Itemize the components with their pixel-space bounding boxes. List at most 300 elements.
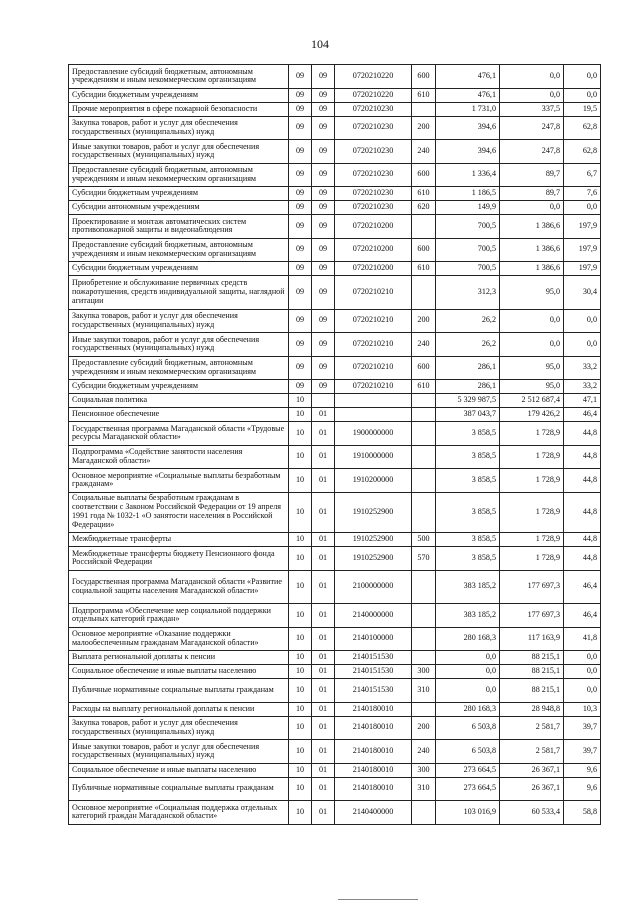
row-expense-type: 610 — [412, 187, 436, 201]
row-execution-percent: 0,0 — [564, 88, 601, 102]
row-approved-amount: 280 168,3 — [436, 702, 500, 716]
row-execution-percent: 44,8 — [564, 533, 601, 547]
table-row — [69, 116, 601, 140]
row-section: 10 — [289, 627, 312, 651]
row-approved-amount: 149,9 — [436, 201, 500, 215]
row-expense-type — [412, 422, 436, 446]
row-executed-amount: 1 728,9 — [500, 547, 564, 571]
row-target-article: 1910000000 — [335, 445, 412, 469]
row-approved-amount: 286,1 — [436, 380, 500, 394]
table-row — [69, 215, 601, 239]
row-target-article: 0720210230 — [335, 187, 412, 201]
row-subsection: 01 — [312, 422, 335, 446]
row-section: 10 — [289, 408, 312, 422]
row-executed-amount: 95,0 — [500, 356, 564, 380]
row-execution-percent: 0,0 — [564, 65, 601, 89]
budget-table-body — [69, 65, 601, 825]
row-section: 10 — [289, 702, 312, 716]
row-target-article: 2140180010 — [335, 777, 412, 801]
row-executed-amount: 95,0 — [500, 276, 564, 310]
row-expense-type: 240 — [412, 140, 436, 164]
row-section: 10 — [289, 422, 312, 446]
row-executed-amount: 88 215,1 — [500, 679, 564, 703]
row-target-article: 2140151530 — [335, 679, 412, 703]
table-row — [69, 604, 601, 628]
row-executed-amount: 2 512 687,4 — [500, 394, 564, 408]
row-subsection: 09 — [312, 116, 335, 140]
row-subsection: 01 — [312, 492, 335, 533]
row-expense-type — [412, 801, 436, 825]
row-section: 10 — [289, 492, 312, 533]
row-section: 10 — [289, 469, 312, 493]
row-expense-type: 600 — [412, 356, 436, 380]
row-name: Закупка товаров, работ и услуг для обеспечения государственных (муниципальных) нужд — [69, 116, 289, 140]
row-section: 09 — [289, 215, 312, 239]
row-execution-percent: 62,8 — [564, 116, 601, 140]
table-row — [69, 763, 601, 777]
row-subsection: 01 — [312, 740, 335, 764]
row-name: Государственная программа Магаданской области «Развитие социальной защиты населения Магаданской области» — [69, 570, 289, 604]
table-row — [69, 716, 601, 740]
row-subsection: 01 — [312, 469, 335, 493]
row-execution-percent: 6,7 — [564, 163, 601, 187]
row-name: Приобретение и обслуживание первичных средств пожаротушения, средств индивидуальной защиты, наглядной агитации — [69, 276, 289, 310]
row-section: 10 — [289, 801, 312, 825]
row-expense-type: 600 — [412, 65, 436, 89]
row-approved-amount: 3 858,5 — [436, 422, 500, 446]
row-target-article: 0720210210 — [335, 309, 412, 333]
row-approved-amount: 3 858,5 — [436, 445, 500, 469]
row-approved-amount: 273 664,5 — [436, 763, 500, 777]
row-executed-amount: 247,8 — [500, 140, 564, 164]
row-executed-amount: 1 386,6 — [500, 215, 564, 239]
row-subsection: 01 — [312, 445, 335, 469]
row-approved-amount: 1 186,5 — [436, 187, 500, 201]
table-row — [69, 140, 601, 164]
row-subsection: 01 — [312, 570, 335, 604]
row-target-article: 1900000000 — [335, 422, 412, 446]
row-name: Социальное обеспечение и иные выплаты населению — [69, 763, 289, 777]
row-name: Публичные нормативные социальные выплаты гражданам — [69, 777, 289, 801]
row-expense-type — [412, 408, 436, 422]
row-expense-type — [412, 702, 436, 716]
row-expense-type: 610 — [412, 88, 436, 102]
row-executed-amount: 117 163,9 — [500, 627, 564, 651]
row-expense-type: 610 — [412, 262, 436, 276]
row-approved-amount: 1 336,4 — [436, 163, 500, 187]
row-execution-percent: 0,0 — [564, 679, 601, 703]
row-execution-percent: 62,8 — [564, 140, 601, 164]
row-target-article: 2140000000 — [335, 604, 412, 628]
row-execution-percent: 0,0 — [564, 333, 601, 357]
row-subsection: 01 — [312, 801, 335, 825]
row-target-article: 0720210210 — [335, 380, 412, 394]
row-approved-amount: 3 858,5 — [436, 533, 500, 547]
row-approved-amount: 312,3 — [436, 276, 500, 310]
row-section: 09 — [289, 201, 312, 215]
row-executed-amount: 0,0 — [500, 201, 564, 215]
row-section: 09 — [289, 163, 312, 187]
row-expense-type — [412, 445, 436, 469]
row-execution-percent: 10,3 — [564, 702, 601, 716]
row-name: Субсидии бюджетным учреждениям — [69, 187, 289, 201]
row-approved-amount: 394,6 — [436, 116, 500, 140]
row-execution-percent: 39,7 — [564, 740, 601, 764]
table-row — [69, 533, 601, 547]
row-execution-percent: 44,8 — [564, 469, 601, 493]
row-approved-amount: 3 858,5 — [436, 492, 500, 533]
row-approved-amount: 0,0 — [436, 651, 500, 665]
row-name: Иные закупки товаров, работ и услуг для обеспечения государственных (муниципальных) нужд — [69, 140, 289, 164]
row-subsection: 01 — [312, 763, 335, 777]
row-execution-percent: 47,1 — [564, 394, 601, 408]
table-row — [69, 492, 601, 533]
footer-line — [338, 899, 418, 900]
table-row — [69, 309, 601, 333]
row-subsection: 01 — [312, 716, 335, 740]
row-target-article: 2140400000 — [335, 801, 412, 825]
table-row — [69, 238, 601, 262]
table-row — [69, 65, 601, 89]
row-target-article: 2140100000 — [335, 627, 412, 651]
table-row — [69, 262, 601, 276]
row-approved-amount: 0,0 — [436, 665, 500, 679]
row-execution-percent: 197,9 — [564, 215, 601, 239]
row-section: 10 — [289, 533, 312, 547]
table-row — [69, 394, 601, 408]
row-executed-amount: 179 426,2 — [500, 408, 564, 422]
row-section: 10 — [289, 445, 312, 469]
table-row — [69, 102, 601, 116]
row-subsection: 01 — [312, 777, 335, 801]
row-target-article: 0720210210 — [335, 333, 412, 357]
row-name: Предоставление субсидий бюджетным, автономным учреждениям и иным некоммерческим организациям — [69, 356, 289, 380]
row-expense-type — [412, 215, 436, 239]
row-approved-amount: 476,1 — [436, 88, 500, 102]
row-section: 09 — [289, 276, 312, 310]
table-row — [69, 445, 601, 469]
row-expense-type — [412, 469, 436, 493]
row-expense-type — [412, 102, 436, 116]
row-expense-type: 240 — [412, 333, 436, 357]
row-name: Социальное обеспечение и иные выплаты населению — [69, 665, 289, 679]
row-executed-amount: 89,7 — [500, 187, 564, 201]
row-name: Проектирование и монтаж автоматических систем противопожарной защиты и видеонаблюдения — [69, 215, 289, 239]
row-executed-amount: 28 948,8 — [500, 702, 564, 716]
table-row — [69, 627, 601, 651]
row-execution-percent: 44,8 — [564, 445, 601, 469]
row-section: 10 — [289, 679, 312, 703]
row-name: Государственная программа Магаданской области «Трудовые ресурсы Магаданской области» — [69, 422, 289, 446]
row-section: 10 — [289, 604, 312, 628]
row-expense-type: 240 — [412, 740, 436, 764]
row-subsection: 09 — [312, 276, 335, 310]
table-row — [69, 201, 601, 215]
table-row — [69, 163, 601, 187]
row-approved-amount: 383 185,2 — [436, 570, 500, 604]
row-approved-amount: 26,2 — [436, 309, 500, 333]
row-subsection: 09 — [312, 262, 335, 276]
row-executed-amount: 0,0 — [500, 88, 564, 102]
row-name: Расходы на выплату региональной доплаты к пенсии — [69, 702, 289, 716]
row-expense-type: 310 — [412, 777, 436, 801]
row-subsection: 09 — [312, 380, 335, 394]
row-target-article: 2140180010 — [335, 763, 412, 777]
row-subsection: 01 — [312, 665, 335, 679]
row-target-article: 0720210230 — [335, 201, 412, 215]
table-row — [69, 88, 601, 102]
row-executed-amount: 177 697,3 — [500, 604, 564, 628]
row-expense-type — [412, 570, 436, 604]
row-subsection: 09 — [312, 201, 335, 215]
row-section: 09 — [289, 238, 312, 262]
row-expense-type: 300 — [412, 665, 436, 679]
table-row — [69, 547, 601, 571]
table-row — [69, 570, 601, 604]
row-target-article: 1910200000 — [335, 469, 412, 493]
row-execution-percent: 44,8 — [564, 547, 601, 571]
row-approved-amount: 273 664,5 — [436, 777, 500, 801]
row-executed-amount: 1 728,9 — [500, 445, 564, 469]
row-subsection: 09 — [312, 356, 335, 380]
row-subsection: 09 — [312, 102, 335, 116]
row-approved-amount: 0,0 — [436, 679, 500, 703]
row-execution-percent: 46,4 — [564, 604, 601, 628]
row-name: Прочие мероприятия в сфере пожарной безопасности — [69, 102, 289, 116]
row-target-article: 0720210220 — [335, 88, 412, 102]
row-execution-percent: 33,2 — [564, 380, 601, 394]
row-execution-percent: 7,6 — [564, 187, 601, 201]
row-expense-type: 300 — [412, 763, 436, 777]
row-approved-amount: 280 168,3 — [436, 627, 500, 651]
row-section: 09 — [289, 309, 312, 333]
row-name: Иные закупки товаров, работ и услуг для обеспечения государственных (муниципальных) нужд — [69, 740, 289, 764]
row-expense-type: 500 — [412, 533, 436, 547]
table-row — [69, 651, 601, 665]
row-target-article: 0720210230 — [335, 140, 412, 164]
row-expense-type — [412, 276, 436, 310]
row-expense-type: 600 — [412, 163, 436, 187]
row-approved-amount: 6 503,8 — [436, 716, 500, 740]
row-subsection: 09 — [312, 238, 335, 262]
row-subsection: 01 — [312, 651, 335, 665]
row-target-article: 0720210200 — [335, 238, 412, 262]
row-section: 10 — [289, 665, 312, 679]
row-name: Социальная политика — [69, 394, 289, 408]
row-target-article — [335, 408, 412, 422]
row-expense-type: 200 — [412, 116, 436, 140]
row-section: 09 — [289, 187, 312, 201]
row-section: 10 — [289, 394, 312, 408]
row-subsection: 09 — [312, 65, 335, 89]
row-execution-percent: 46,4 — [564, 570, 601, 604]
row-subsection: 01 — [312, 604, 335, 628]
row-target-article: 1910252900 — [335, 533, 412, 547]
row-name: Пенсионное обеспечение — [69, 408, 289, 422]
row-name: Межбюджетные трансферты бюджету Пенсионного фонда Российской Федерации — [69, 547, 289, 571]
row-target-article: 0720210210 — [335, 276, 412, 310]
row-target-article: 0720210220 — [335, 65, 412, 89]
row-name: Основное мероприятие «Социальные выплаты безработным гражданам» — [69, 469, 289, 493]
row-name: Иные закупки товаров, работ и услуг для обеспечения государственных (муниципальных) нужд — [69, 333, 289, 357]
row-name: Субсидии автономным учреждениям — [69, 201, 289, 215]
table-row — [69, 380, 601, 394]
page-number: 104 — [311, 37, 329, 51]
row-executed-amount: 1 386,6 — [500, 262, 564, 276]
row-executed-amount: 88 215,1 — [500, 665, 564, 679]
row-name: Подпрограмма «Обеспечение мер социальной поддержки отдельных категорий граждан» — [69, 604, 289, 628]
row-execution-percent: 46,4 — [564, 408, 601, 422]
row-expense-type — [412, 627, 436, 651]
row-section: 10 — [289, 777, 312, 801]
row-name: Субсидии бюджетным учреждениям — [69, 262, 289, 276]
row-executed-amount: 88 215,1 — [500, 651, 564, 665]
row-name: Основное мероприятие «Оказание поддержки малообеспеченным гражданам Магаданской области» — [69, 627, 289, 651]
row-executed-amount: 247,8 — [500, 116, 564, 140]
row-executed-amount: 0,0 — [500, 309, 564, 333]
table-row — [69, 408, 601, 422]
row-subsection: 01 — [312, 533, 335, 547]
row-name: Социальные выплаты безработным гражданам в соответствии с Законом Российской Федерации от 19 апреля 1991 года № 1032-1 «О занятости населения в Российской Федерации» — [69, 492, 289, 533]
row-expense-type — [412, 394, 436, 408]
row-executed-amount: 2 581,7 — [500, 716, 564, 740]
row-name: Межбюджетные трансферты — [69, 533, 289, 547]
row-approved-amount: 394,6 — [436, 140, 500, 164]
row-section: 10 — [289, 570, 312, 604]
row-target-article: 0720210210 — [335, 356, 412, 380]
row-section: 09 — [289, 262, 312, 276]
row-execution-percent: 19,5 — [564, 102, 601, 116]
row-name: Субсидии бюджетным учреждениям — [69, 380, 289, 394]
row-executed-amount: 60 533,4 — [500, 801, 564, 825]
row-section: 10 — [289, 547, 312, 571]
row-name: Выплата региональной доплаты к пенсии — [69, 651, 289, 665]
row-expense-type: 200 — [412, 716, 436, 740]
row-approved-amount: 3 858,5 — [436, 547, 500, 571]
table-row — [69, 333, 601, 357]
row-approved-amount: 6 503,8 — [436, 740, 500, 764]
row-execution-percent: 0,0 — [564, 309, 601, 333]
row-target-article: 0720210230 — [335, 163, 412, 187]
row-subsection: 09 — [312, 333, 335, 357]
row-target-article: 0720210230 — [335, 102, 412, 116]
row-target-article: 0720210200 — [335, 215, 412, 239]
row-expense-type: 610 — [412, 380, 436, 394]
table-row — [69, 702, 601, 716]
row-executed-amount: 89,7 — [500, 163, 564, 187]
row-execution-percent: 9,6 — [564, 763, 601, 777]
row-execution-percent: 58,8 — [564, 801, 601, 825]
row-section: 10 — [289, 763, 312, 777]
row-target-article: 2140180010 — [335, 702, 412, 716]
row-target-article: 1910252900 — [335, 492, 412, 533]
row-executed-amount: 1 728,9 — [500, 422, 564, 446]
row-execution-percent: 0,0 — [564, 651, 601, 665]
row-subsection: 01 — [312, 679, 335, 703]
row-executed-amount: 1 728,9 — [500, 492, 564, 533]
row-executed-amount: 95,0 — [500, 380, 564, 394]
row-execution-percent: 30,4 — [564, 276, 601, 310]
row-approved-amount: 387 043,7 — [436, 408, 500, 422]
row-name: Подпрограмма «Содействие занятости населения Магаданской области» — [69, 445, 289, 469]
row-approved-amount: 700,5 — [436, 215, 500, 239]
row-expense-type: 310 — [412, 679, 436, 703]
row-section: 09 — [289, 333, 312, 357]
row-name: Закупка товаров, работ и услуг для обеспечения государственных (муниципальных) нужд — [69, 716, 289, 740]
row-subsection: 01 — [312, 702, 335, 716]
row-execution-percent: 44,8 — [564, 422, 601, 446]
row-expense-type — [412, 492, 436, 533]
row-name: Публичные нормативные социальные выплаты гражданам — [69, 679, 289, 703]
row-execution-percent: 197,9 — [564, 262, 601, 276]
row-target-article: 0720210230 — [335, 116, 412, 140]
table-row — [69, 469, 601, 493]
row-section: 09 — [289, 356, 312, 380]
row-target-article: 2140180010 — [335, 740, 412, 764]
row-target-article: 0720210200 — [335, 262, 412, 276]
row-executed-amount: 1 728,9 — [500, 533, 564, 547]
row-subsection: 01 — [312, 627, 335, 651]
row-section: 09 — [289, 88, 312, 102]
row-target-article: 2140180010 — [335, 716, 412, 740]
row-expense-type: 570 — [412, 547, 436, 571]
table-row — [69, 679, 601, 703]
row-executed-amount: 2 581,7 — [500, 740, 564, 764]
row-subsection: 09 — [312, 163, 335, 187]
row-executed-amount: 1 386,6 — [500, 238, 564, 262]
table-row — [69, 777, 601, 801]
row-name: Субсидии бюджетным учреждениям — [69, 88, 289, 102]
row-execution-percent: 33,2 — [564, 356, 601, 380]
row-approved-amount: 5 329 987,5 — [436, 394, 500, 408]
row-target-article: 2140151530 — [335, 651, 412, 665]
row-execution-percent: 39,7 — [564, 716, 601, 740]
row-subsection — [312, 394, 335, 408]
row-executed-amount: 0,0 — [500, 333, 564, 357]
row-target-article: 2140151530 — [335, 665, 412, 679]
row-name: Предоставление субсидий бюджетным, автономным учреждениям и иным некоммерческим организациям — [69, 238, 289, 262]
row-executed-amount: 0,0 — [500, 65, 564, 89]
row-section: 09 — [289, 116, 312, 140]
table-row — [69, 422, 601, 446]
row-target-article: 1910252900 — [335, 547, 412, 571]
row-subsection: 09 — [312, 140, 335, 164]
row-executed-amount: 26 367,1 — [500, 777, 564, 801]
row-section: 09 — [289, 140, 312, 164]
row-approved-amount: 286,1 — [436, 356, 500, 380]
row-expense-type — [412, 604, 436, 628]
row-approved-amount: 476,1 — [436, 65, 500, 89]
row-section: 09 — [289, 65, 312, 89]
table-row — [69, 276, 601, 310]
row-subsection: 09 — [312, 88, 335, 102]
row-target-article: 2100000000 — [335, 570, 412, 604]
row-executed-amount: 177 697,3 — [500, 570, 564, 604]
row-section: 10 — [289, 651, 312, 665]
table-row — [69, 356, 601, 380]
row-approved-amount: 700,5 — [436, 262, 500, 276]
row-subsection: 09 — [312, 309, 335, 333]
row-approved-amount: 700,5 — [436, 238, 500, 262]
row-expense-type: 620 — [412, 201, 436, 215]
row-subsection: 01 — [312, 547, 335, 571]
row-execution-percent: 197,9 — [564, 238, 601, 262]
row-approved-amount: 103 016,9 — [436, 801, 500, 825]
row-subsection: 09 — [312, 215, 335, 239]
row-section: 09 — [289, 102, 312, 116]
row-subsection: 09 — [312, 187, 335, 201]
row-execution-percent: 9,6 — [564, 777, 601, 801]
